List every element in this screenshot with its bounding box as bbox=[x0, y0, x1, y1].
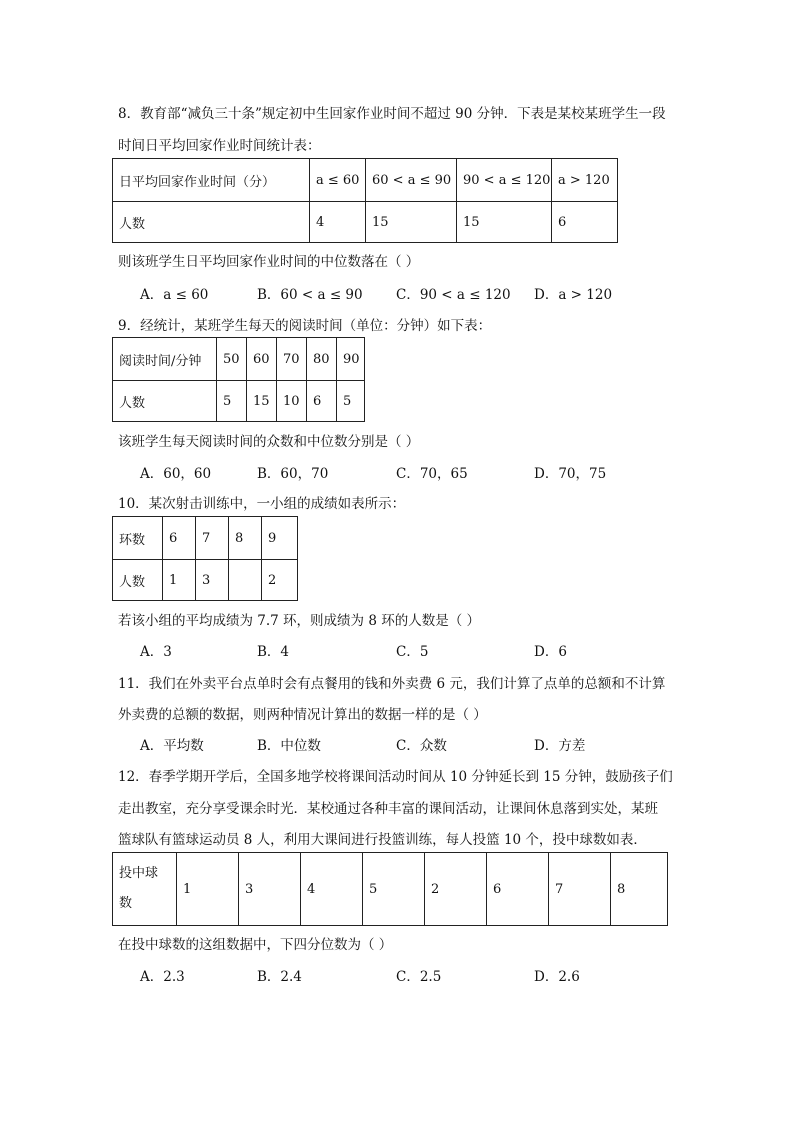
q11-line2: 外卖费的总额的数据，则两种情况计算出的数据一样的是（ ） bbox=[118, 707, 487, 723]
q12-cell: 8 bbox=[611, 853, 668, 926]
option-a: A．2.3 bbox=[140, 969, 185, 985]
q9-cell: 6 bbox=[307, 381, 337, 422]
option-a: A．a ≤ 60 bbox=[140, 287, 209, 303]
q8-cell: 日平均回家作业时间（分） bbox=[113, 159, 310, 202]
q10-cell: 8 bbox=[229, 517, 262, 560]
q12-header-line1: 投中球 bbox=[119, 866, 159, 881]
option-c: C．90 < a ≤ 120 bbox=[396, 287, 511, 303]
q12-cell: 5 bbox=[363, 853, 425, 926]
q8-table bbox=[112, 158, 618, 243]
q8-line2: 时间日平均回家作业时间统计表： bbox=[118, 138, 321, 154]
q8-cell: 人数 bbox=[113, 202, 310, 243]
q11-line1: 11．我们在外卖平台点单时会有点餐用的钱和外卖费 6 元，我们计算了点单的总额和不计算 bbox=[118, 676, 666, 692]
q12-cell: 3 bbox=[239, 853, 301, 926]
option-b: B．中位数 bbox=[257, 738, 321, 754]
q8-cell: 4 bbox=[310, 202, 366, 243]
q9-cell: 50 bbox=[217, 338, 247, 381]
q12-cell: 7 bbox=[549, 853, 611, 926]
option-d: D．70，75 bbox=[534, 466, 607, 482]
q10-cell: 环数 bbox=[113, 517, 163, 560]
q8-cell: 15 bbox=[457, 202, 552, 243]
option-c: C．5 bbox=[396, 644, 429, 660]
option-a: A．60，60 bbox=[140, 466, 212, 482]
q10-cell: 3 bbox=[196, 560, 229, 601]
q9-cell: 90 bbox=[337, 338, 365, 381]
q8-cell: 90 < a ≤ 120 bbox=[457, 159, 552, 202]
q8-cell: 60 < a ≤ 90 bbox=[366, 159, 457, 202]
option-b: B．4 bbox=[257, 644, 290, 660]
q8-cell: 6 bbox=[552, 202, 618, 243]
q9-table bbox=[112, 337, 365, 422]
option-c: C．2.5 bbox=[396, 969, 442, 985]
option-a: A．3 bbox=[140, 644, 172, 660]
q10-cell: 2 bbox=[262, 560, 298, 601]
q10-cell: 7 bbox=[196, 517, 229, 560]
option-b: B．60，70 bbox=[257, 466, 329, 482]
q10-cell: 6 bbox=[163, 517, 196, 560]
q9-cell: 阅读时间/分钟 bbox=[113, 338, 217, 381]
q8-cell: a ≤ 60 bbox=[310, 159, 366, 202]
q12-cell: 4 bbox=[301, 853, 363, 926]
q9-cell: 10 bbox=[277, 381, 307, 422]
q8-cell: 15 bbox=[366, 202, 457, 243]
option-d: D．6 bbox=[534, 644, 567, 660]
option-b: B．2.4 bbox=[257, 969, 302, 985]
option-c: C．70，65 bbox=[396, 466, 468, 482]
q12-cell: 2 bbox=[425, 853, 487, 926]
q8-line1: 8．教育部“减负三十条”规定初中生回家作业时间不超过 90 分钟．下表是某校某班学生一段 bbox=[118, 106, 666, 122]
q10-line1: 10．某次射击训练中，一小组的成绩如表所示： bbox=[118, 496, 406, 512]
q8-question: 则该班学生日平均回家作业时间的中位数落在（ ） bbox=[118, 254, 420, 270]
q12-header-line2: 数 bbox=[119, 896, 133, 911]
q9-question: 该班学生每天阅读时间的众数和中位数分别是（ ） bbox=[118, 434, 420, 450]
q8-cell: a > 120 bbox=[552, 159, 618, 202]
q9-cell: 人数 bbox=[113, 381, 217, 422]
q9-cell: 80 bbox=[307, 338, 337, 381]
q9-cell: 5 bbox=[337, 381, 365, 422]
q10-cell: 9 bbox=[262, 517, 298, 560]
q12-line2: 走出教室，充分享受课余时光．某校通过各种丰富的课间活动，让课间休息落到实处，某班 bbox=[118, 801, 658, 817]
option-b: B．60 < a ≤ 90 bbox=[257, 287, 363, 303]
q12-table bbox=[112, 852, 668, 926]
q9-line1: 9．经统计，某班学生每天的阅读时间（单位：分钟）如下表： bbox=[118, 318, 492, 334]
option-c: C．众数 bbox=[396, 738, 447, 754]
q9-cell: 70 bbox=[277, 338, 307, 381]
option-a: A．平均数 bbox=[140, 738, 204, 754]
q10-cell: 人数 bbox=[113, 560, 163, 601]
q9-cell: 60 bbox=[247, 338, 277, 381]
q12-header-cell bbox=[113, 853, 177, 926]
option-d: D．方差 bbox=[534, 738, 586, 754]
q12-cell: 1 bbox=[177, 853, 239, 926]
q10-cell bbox=[229, 560, 262, 601]
q12-cell: 6 bbox=[487, 853, 549, 926]
option-d: D．2.6 bbox=[534, 969, 580, 985]
q12-question: 在投中球数的这组数据中，下四分位数为（ ） bbox=[118, 937, 393, 953]
option-d: D．a > 120 bbox=[534, 287, 613, 303]
q12-line3: 篮球队有篮球运动员 8 人，利用大课间进行投篮训练，每人投篮 10 个，投中球数如表． bbox=[118, 832, 647, 848]
q10-question: 若该小组的平均成绩为 7.7 环，则成绩为 8 环的人数是（ ） bbox=[118, 613, 481, 629]
q12-line1: 12．春季学期开学后，全国多地学校将课间活动时间从 10 分钟延长到 15 分钟，鼓励孩子们 bbox=[118, 769, 673, 785]
q9-cell: 15 bbox=[247, 381, 277, 422]
q9-cell: 5 bbox=[217, 381, 247, 422]
q10-table bbox=[112, 516, 298, 601]
q10-cell: 1 bbox=[163, 560, 196, 601]
